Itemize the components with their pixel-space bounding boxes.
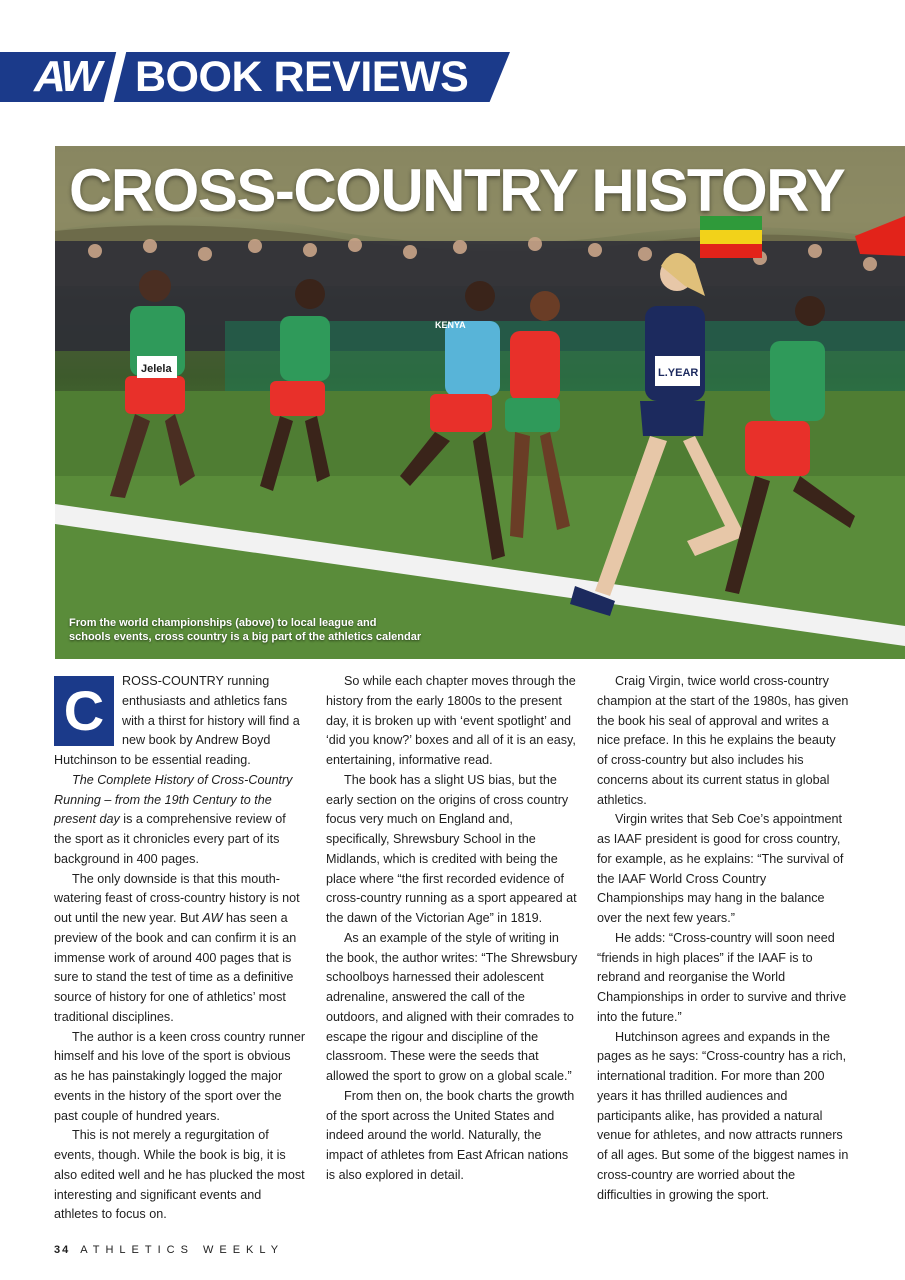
- paragraph-text: has seen a preview of the book and can confirm it is an immense work of around 400 pages that is sure to stand the test of time as a definitive source of history for one of athletics’ most traditional disciplines.: [54, 911, 297, 1024]
- dropcap: C: [54, 676, 114, 746]
- article-column-3: [597, 672, 849, 1205]
- magazine-name: AW: [202, 911, 223, 925]
- article-paragraph: The author is a keen cross country runner himself and his love of the sport is obvious as he has painstakingly logged the major events in the history of the sport over the past couple of hundred years.: [54, 1029, 306, 1123]
- book-title: The Complete History of Cross-Country Running – from the 19th Century to the present day: [54, 772, 293, 827]
- photo-headline: CROSS-COUNTRY HISTORY: [69, 157, 845, 224]
- photo-caption: [69, 616, 449, 644]
- article-paragraph: As an example of the style of writing in the book, the author writes: “The Shrewsbury schoolboys harnessed their adolescent adrenaline, answered the call of the outdoors, and aligned with their comrades to escape the rigour and discipline of the classroom. These were the seeds that allowed the sport to grow on a global scale.”: [326, 930, 578, 1083]
- aw-logo: AW: [34, 52, 99, 101]
- caption-line: schools events, cross country is a big part of the athletics calendar: [69, 631, 422, 643]
- page-footer: [54, 1244, 284, 1256]
- section-title: BOOK REVIEWS: [135, 53, 469, 101]
- article-paragraph: He adds: “Cross-country will soon need “friends in high places” if the IAAF is to rebrand and reorganise the World Championships in order to survive and thrive into the future.”: [597, 930, 847, 1024]
- article-paragraph: Hutchinson agrees and expands in the pages as he says: “Cross-country has a rich, international tradition. For more than 200 years it has thrilled audiences and participants alike, has provided a natural venue for athletes, and now attracts runners of all ages. But some of the biggest names in cross-country are worried about the difficulties in growing the sport.: [597, 1029, 849, 1202]
- article-paragraph: [54, 870, 306, 1028]
- paragraph-text: is a comprehensive review of the sport as it chronicles every part of its background in 400 pages.: [54, 812, 286, 866]
- article-paragraph: [54, 771, 306, 870]
- paragraph-text: ROSS-COUNTRY running enthusiasts and athletics fans with a thirst for history will find a new book by Andrew Boyd Hutchinson to be essential reading.: [54, 674, 300, 767]
- bib-label: KENYA: [435, 320, 466, 330]
- bib-label: Jelela: [141, 363, 172, 375]
- article-paragraph: This is not merely a regurgitation of events, though. While the book is big, it is also edited well and he has plucked the most interesting and significant events and athletes to focus on.: [54, 1128, 305, 1222]
- bib-label: L.YEAR: [658, 367, 699, 379]
- publication-name: ATHLETICS WEEKLY: [80, 1244, 285, 1256]
- article-paragraph: The book has a slight US bias, but the early section on the origins of cross country focus very much on England and, specifically, Shrewsbury School in the Midlands, which is credited with being the place where “the first recorded evidence of cross-country running as a sport appeared at the dawn of the Victorian Age” in 1819.: [326, 772, 577, 925]
- article-column-1: [54, 672, 306, 1225]
- caption-line: From the world championships (above) to local league and: [69, 617, 377, 629]
- article-paragraph: [54, 672, 306, 771]
- article-column-2: [326, 672, 578, 1186]
- paragraph-text: The only downside is that this mouth-watering feast of cross-country history is not out until the new year. But: [54, 871, 300, 925]
- article-paragraph: From then on, the book charts the growth of the sport across the United States and indeed around the world. Naturally, the impact of athletes from East African nations is also explored in detail.: [326, 1088, 575, 1182]
- article-paragraph: Virgin writes that Seb Coe’s appointment as IAAF president is good for cross country, for example, as he explains: “The survival of the IAAF World Cross Country Championships may hang in the balance over the next few years.”: [597, 812, 844, 925]
- article-paragraph: So while each chapter moves through the history from the early 1800s to the present day, it is broken up with ‘event spotlight’ and ‘did you know?’ boxes and all of it is an easy, entertaining, informative read.: [326, 674, 576, 767]
- article-paragraph: Craig Virgin, twice world cross-country champion at the start of the 1980s, has given the book his seal of approval and writes a nice preface. In this he explains the beauty of cross-country but also includes his concerns about its current status in global athletics.: [597, 674, 849, 807]
- hero-photo: [55, 146, 905, 659]
- page-number: 34: [54, 1244, 71, 1256]
